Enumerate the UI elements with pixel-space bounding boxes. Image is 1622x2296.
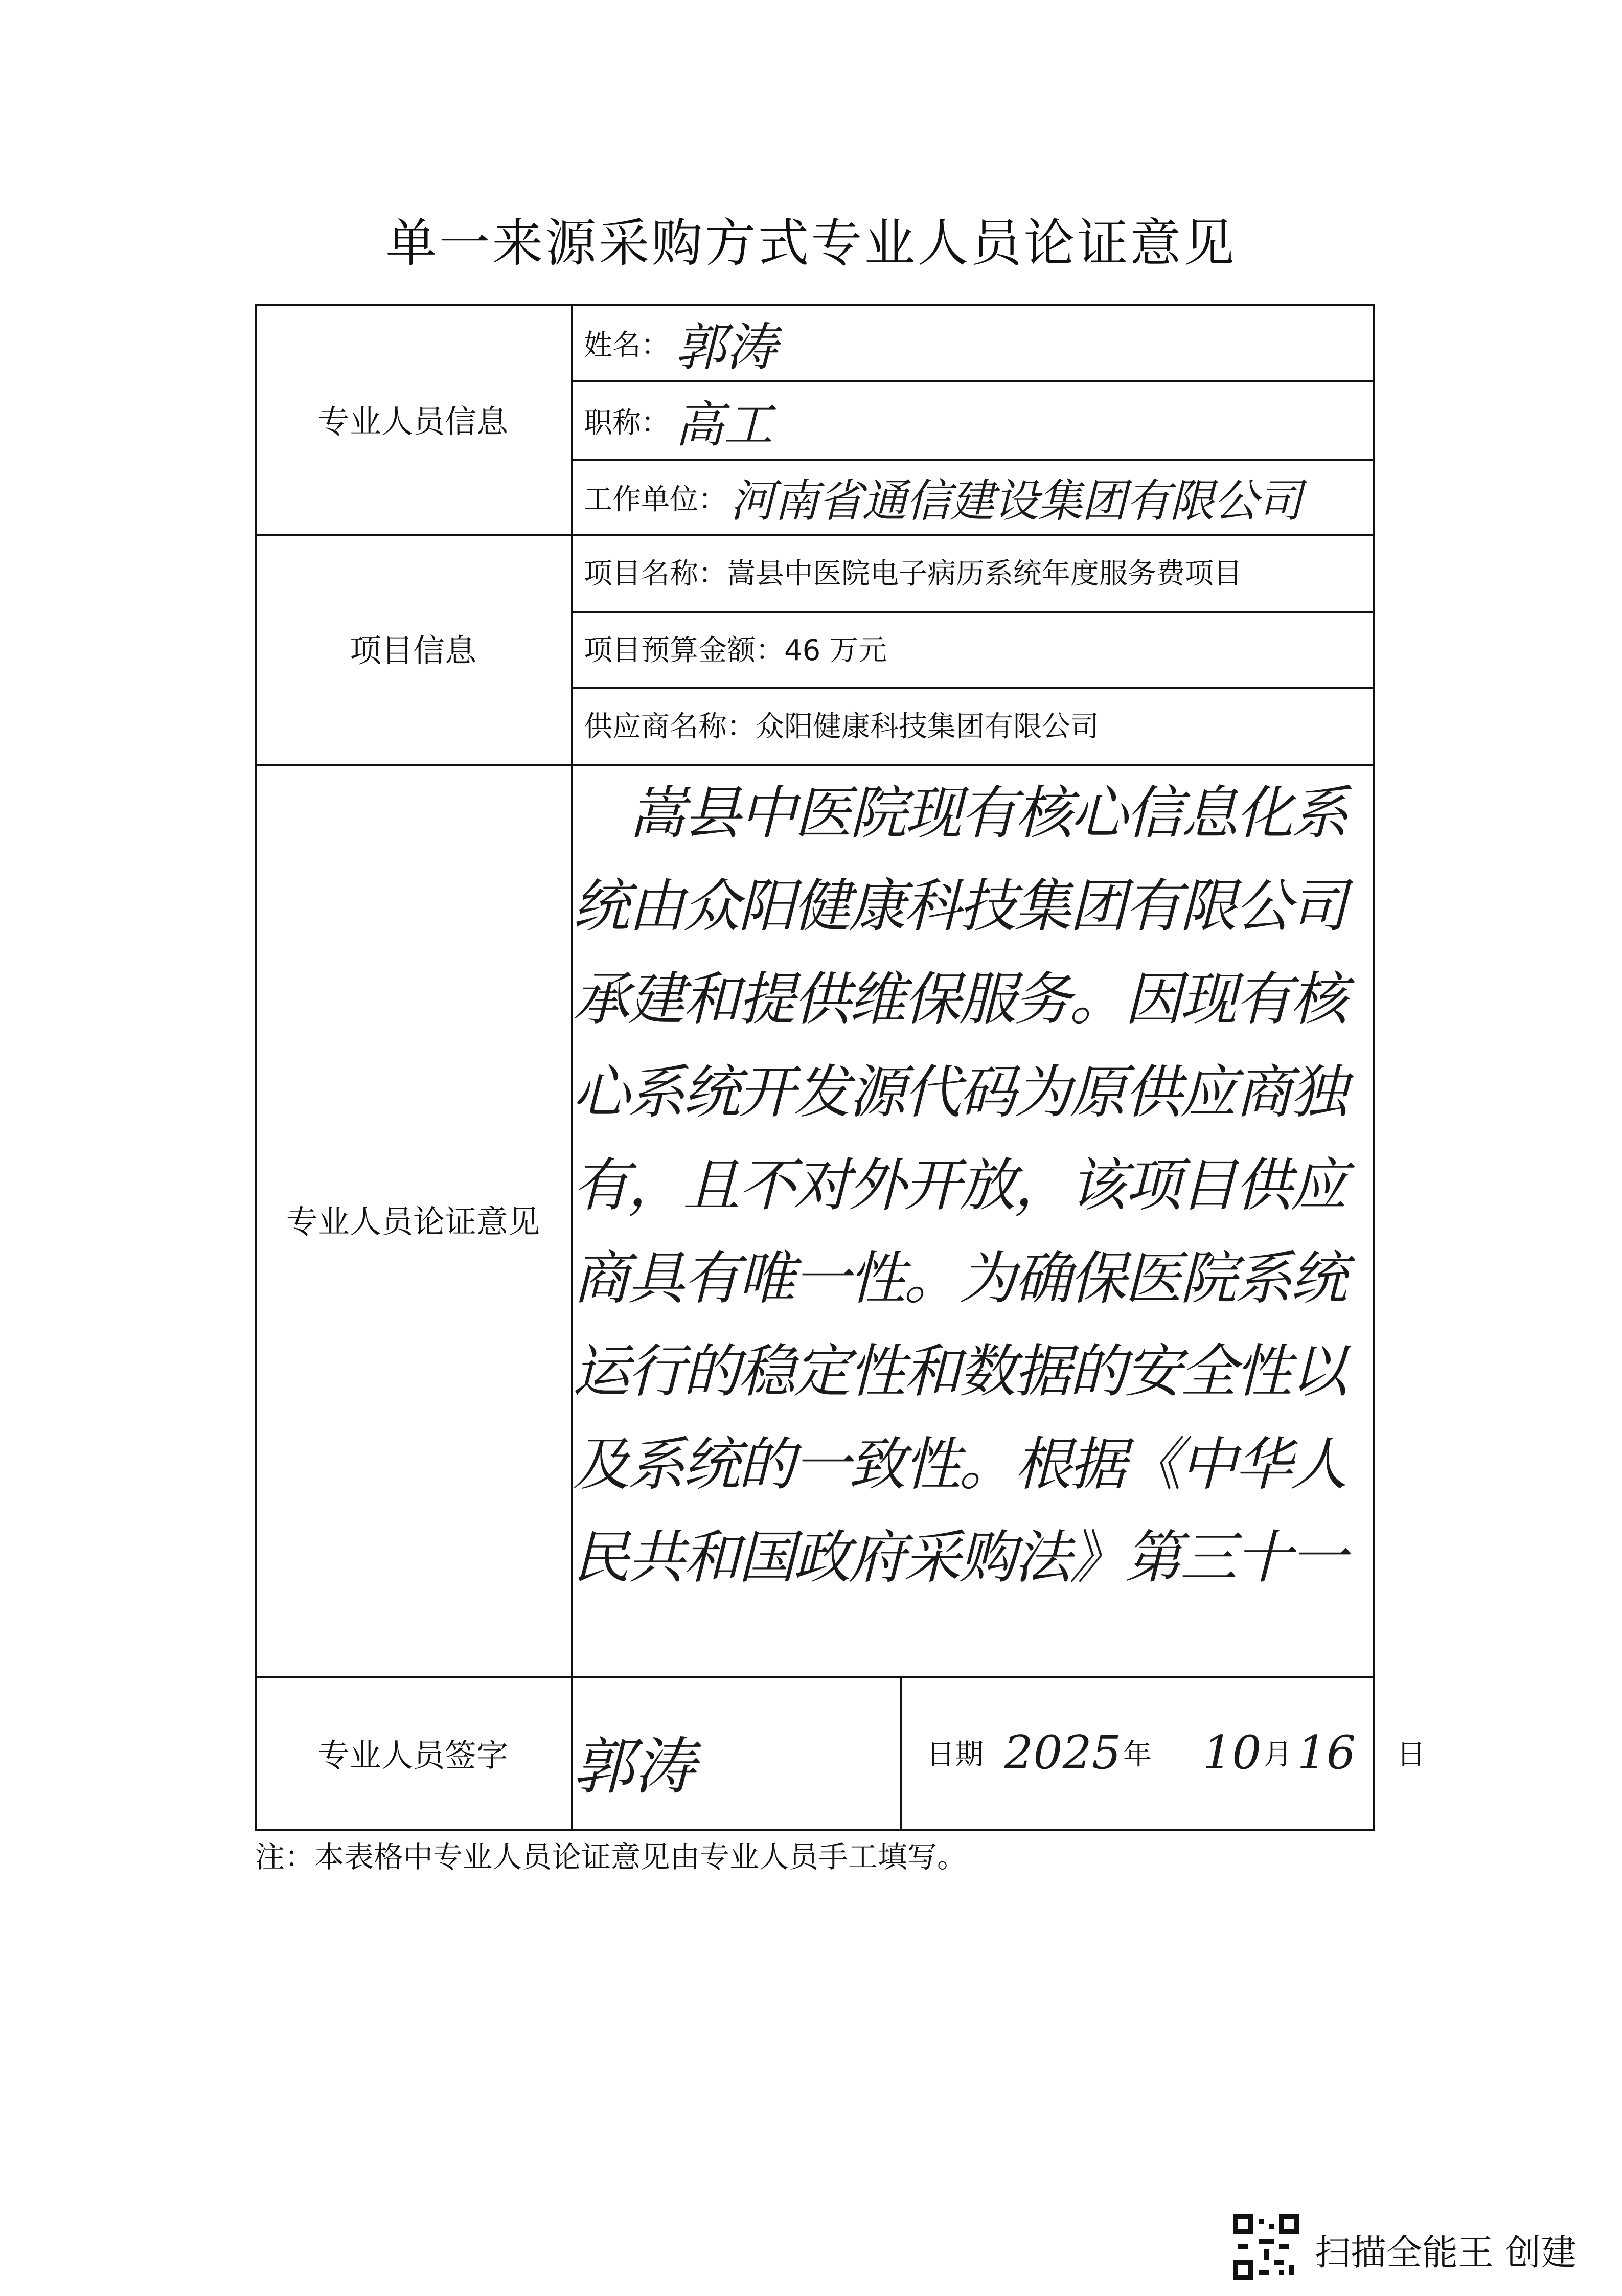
signature-handwritten: 郭涛 (573, 1732, 695, 1803)
date-row (926, 1676, 1426, 1829)
supplier-name: 供应商名称：众阳健康科技集团有限公司 (584, 710, 1099, 743)
expert-info-label: 专业人员信息 (317, 402, 508, 440)
employer-handwritten: 河南省通信建设集团有限公司 (730, 474, 1302, 527)
date-year-unit: 年 (1123, 1738, 1152, 1771)
page-title: 单一来源采购方式专业人员论证意见 (385, 213, 1237, 273)
date-year-handwritten: 2025 (1004, 1725, 1122, 1780)
footnote: 注：本表格中专业人员论证意见由专业人员手工填写。 (255, 1839, 967, 1874)
date-month-handwritten: 10 (1203, 1725, 1262, 1780)
signature-label: 专业人员签字 (317, 1736, 508, 1774)
date-day-handwritten: 16 (1297, 1725, 1356, 1780)
project-name: 项目名称：嵩县中医院电子病历系统年度服务费项目 (584, 557, 1242, 590)
grid-line (900, 1676, 902, 1831)
opinion-handwritten: 嵩县中医院现有核心信息化系统由众阳健康科技集团有限公司承建和提供维保服务。因现有核心系统开发源代码为原供应商独有，且不对外开放，该项目供应商具有唯一性。为确保医院系统运行的稳定性和数据的安全性以及系统的一致性。根据《中华人民共和国政府采购法》第三十一 (573, 780, 1346, 1591)
opinion-label: 专业人员论证意见 (286, 1202, 540, 1240)
project-info-label: 项目信息 (349, 631, 476, 669)
employer-label: 工作单位： (584, 483, 727, 516)
title-row (584, 382, 773, 459)
name-label: 姓名： (584, 329, 670, 362)
date-label: 日期 (926, 1738, 984, 1771)
title-label: 职称： (584, 406, 670, 440)
project-budget: 项目预算金额：46 万元 (584, 633, 887, 667)
name-handwritten: 郭涛 (675, 317, 777, 377)
date-month-unit: 月 (1263, 1738, 1292, 1771)
qr-code-icon (1233, 2214, 1299, 2280)
name-row (584, 306, 777, 380)
employer-row (584, 461, 1301, 534)
date-day-unit: 日 (1397, 1738, 1426, 1771)
title-handwritten: 高工 (675, 396, 773, 453)
scanner-caption: 扫描全能王 创建 (1315, 2232, 1577, 2274)
